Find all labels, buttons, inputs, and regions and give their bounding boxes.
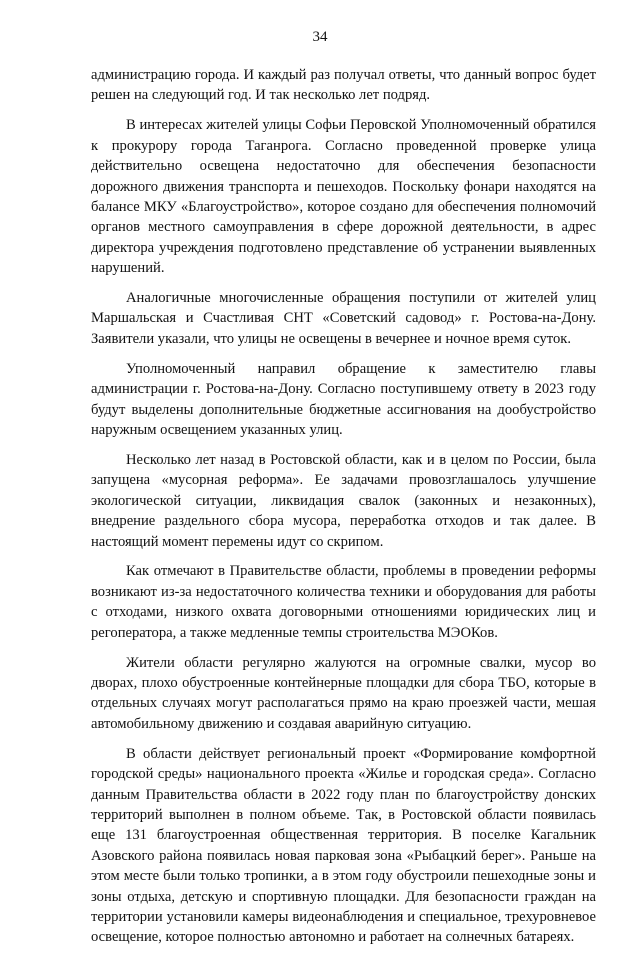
paragraph-6: Как отмечают в Правительстве области, проблемы в проведении реформы возникают из-за недостаточного количества техники и оборудования для работы с отходами, низкого охвата договорными отношениями юридических лиц и регоператора, а также медленные темпы строительства МЭОКов. bbox=[91, 563, 596, 641]
paragraph-2: В интересах жителей улицы Софьи Перовской Уполномоченный обратился к прокурору города Таганрога. Согласно проведенной проверке улица действительно освещена недостаточно для обеспечения безопасности дорожного движения транспорта и пешеходов. Поскольку фонари находятся на балансе МКУ «Благоустройство», которое создано для обеспечения полномочий органов местного самоуправления в сфере дорожной деятельности, в адрес директора учреждения подготовлено представление об устранении выявленных нарушений. bbox=[91, 117, 596, 277]
document-body bbox=[91, 65, 596, 957]
paragraph-4: Уполномоченный направил обращение к заместителю главы администрации г. Ростова-на-Дону. Согласно поступившему ответу в 2023 году будут выделены дополнительные бюджетные ассигнования на дообустройство наружным освещением указанных улиц. bbox=[91, 360, 596, 438]
paragraph-8: В области действует региональный проект «Формирование комфортной городской среды» национального проекта «Жилье и городская среда». Согласно данным Правительства области в 2022 году план по благоустройству донских территорий выполнен в полном объеме. Так, в Ростовской области появилась еще 131 благоустроенная общественная территория. В поселке Кагальник Азовского района появилась новая парковая зона «Рыбацкий берег». Раньше на этом месте были только тропинки, а в этом году обустроили пешеходные зоны и зоны отдыха, детскую и спортивную площадки. Для безопасности граждан на территории установили камеры видеонаблюдения и специальное, трехуровневое освещение, которое полностью автономно и работает на солнечных батареях. bbox=[91, 745, 596, 946]
paragraph-7: Жители области регулярно жалуются на огромные свалки, мусор во дворах, плохо обустроенные контейнерные площадки для сбора ТБО, которые в отдельных случаях могут располагаться прямо на краю проезжей части, мешая автомобильному движению и создавая аварийную ситуацию. bbox=[91, 654, 596, 732]
page-number: 34 bbox=[312, 29, 328, 45]
paragraph-3: Аналогичные многочисленные обращения поступили от жителей улиц Маршальская и Счастливая СНТ «Советский садовод» г. Ростова-на-Дону. Заявители указали, что улицы не освещены в вечернее и ночное время суток. bbox=[91, 290, 596, 347]
paragraph-1: администрацию города. И каждый раз получал ответы, что данный вопрос будет решен на следующий год. И так несколько лет подряд. bbox=[91, 67, 596, 104]
paragraph-5: Несколько лет назад в Ростовской области, как и в целом по России, была запущена «мусорная реформа». Ее задачами провозглашалось улучшение экологической ситуации, ликвидация свалок (законных и незаконных), внедрение раздельного сбора мусора, переработка отходов и так далее. В настоящий момент перемены идут со скрипом. bbox=[91, 451, 596, 550]
